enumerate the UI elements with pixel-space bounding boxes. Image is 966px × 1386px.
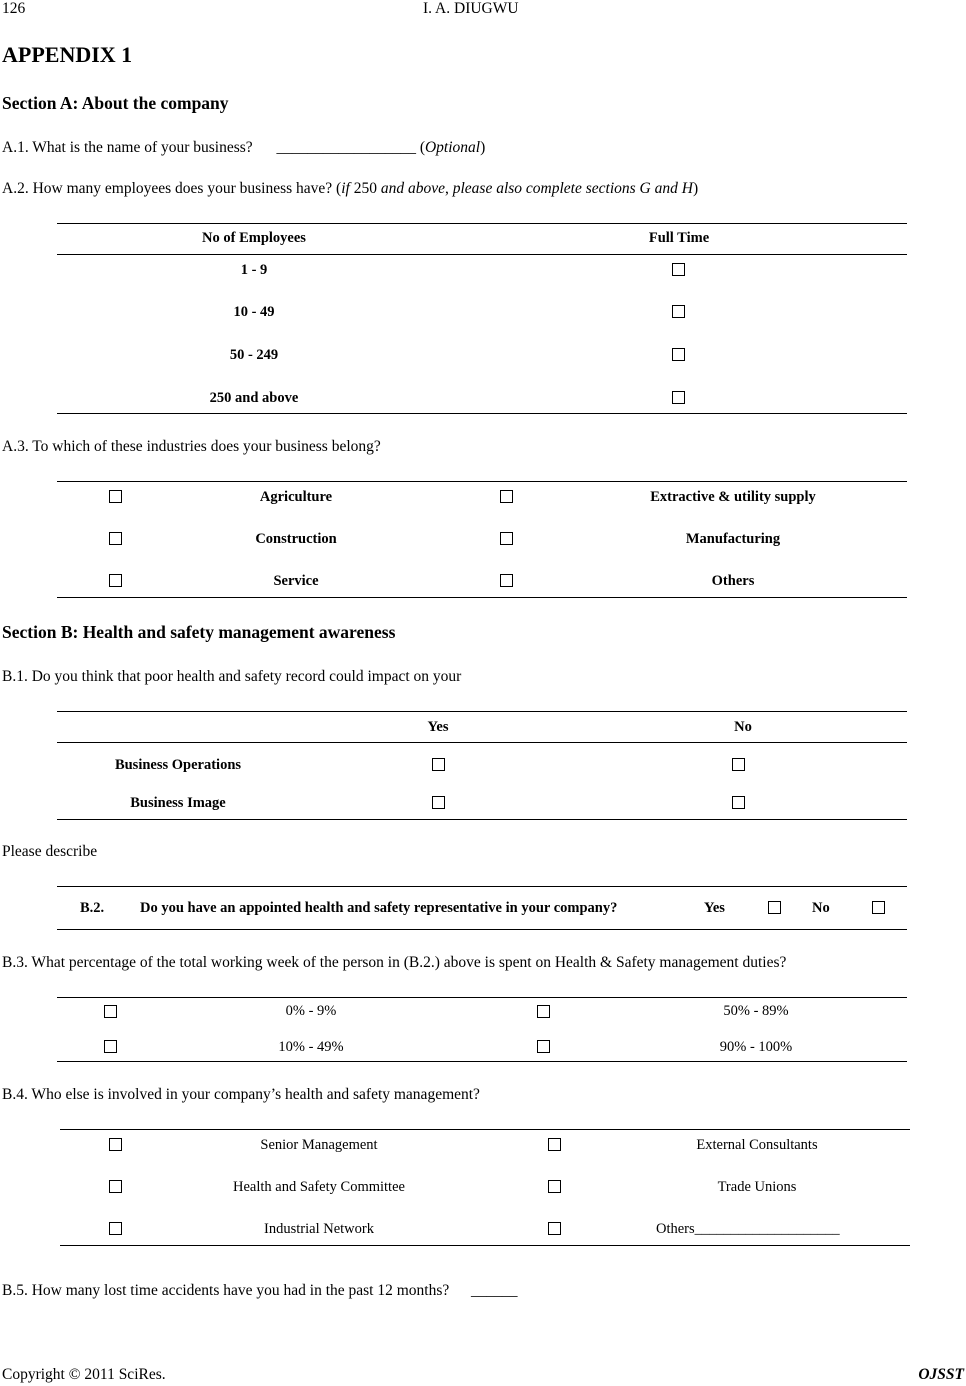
table-rule	[57, 254, 907, 255]
extractive-checkbox[interactable]	[500, 490, 513, 503]
question-a2-text: A.2. How many employees does your business have? (	[2, 180, 342, 197]
involved-label: Trade Unions	[717, 1179, 797, 1195]
employees-row-label: 50 - 249	[229, 347, 279, 363]
construction-checkbox[interactable]	[109, 532, 122, 545]
question-a2-and-above: and above	[380, 180, 445, 197]
service-checkbox[interactable]	[109, 574, 122, 587]
table-rule	[57, 1061, 907, 1062]
table-rule	[57, 597, 907, 598]
employees-1-9-checkbox[interactable]	[672, 263, 685, 276]
table-rule	[57, 929, 907, 930]
b2-question: Do you have an appointed health and safety representative in your company?	[140, 900, 618, 916]
external-consultants-checkbox[interactable]	[548, 1138, 561, 1151]
table-rule	[57, 742, 907, 743]
question-b3: B.3. What percentage of the total working week of the person in (B.2.) above is spent on Health & Safety management duties?	[2, 954, 787, 971]
question-a2-comma: ,	[444, 180, 453, 197]
pct-0-9-checkbox[interactable]	[104, 1005, 117, 1018]
section-b-heading: Section B: Health and safety management awareness	[2, 622, 396, 642]
employees-header: No of Employees	[202, 230, 306, 246]
table-rule	[57, 886, 907, 887]
question-a2-close: )	[692, 180, 699, 197]
full-time-header: Full Time	[648, 230, 710, 246]
operations-yes-checkbox[interactable]	[432, 758, 445, 771]
impact-row-label: Business Operations	[114, 757, 242, 773]
involved-label: External Consultants	[696, 1137, 818, 1153]
business-name-blank[interactable]: __________________	[276, 139, 416, 156]
industry-label: Service	[273, 573, 319, 589]
industrial-network-checkbox[interactable]	[109, 1222, 122, 1235]
employees-row-label: 10 - 49	[233, 304, 275, 320]
question-a2-num: 250	[349, 180, 381, 197]
percentage-label: 50% - 89%	[723, 1003, 789, 1019]
question-a1: A.1. What is the name of your business? __________________ (Optional)	[2, 139, 486, 156]
question-b5	[2, 1282, 518, 1300]
table-rule	[57, 711, 907, 712]
industry-label: Others	[711, 573, 755, 589]
lost-time-blank[interactable]: ______	[471, 1282, 518, 1299]
percentage-label: 10% - 49%	[278, 1039, 344, 1055]
impact-row-label: Business Image	[130, 795, 226, 811]
b2-no-label: No	[812, 900, 830, 916]
involved-label: Senior Management	[260, 1137, 378, 1153]
pct-50-89-checkbox[interactable]	[537, 1005, 550, 1018]
involved-label: Industrial Network	[264, 1221, 374, 1237]
b2-yes-label: Yes	[704, 900, 725, 916]
employees-row-label: 250 and above	[209, 390, 299, 406]
section-a-heading: Section A: About the company	[2, 93, 229, 113]
employees-row-label: 1 - 9	[240, 262, 268, 278]
trade-unions-checkbox[interactable]	[548, 1180, 561, 1193]
yes-header: Yes	[427, 719, 449, 735]
table-rule	[57, 819, 907, 820]
appendix-title: APPENDIX 1	[2, 42, 133, 67]
percentage-label: 0% - 9%	[285, 1003, 337, 1019]
page-number: 126	[2, 0, 26, 17]
table-rule	[60, 1129, 910, 1130]
table-rule	[57, 223, 907, 224]
employees-10-49-checkbox[interactable]	[672, 305, 685, 318]
table-rule	[57, 997, 907, 998]
question-a2-note: please also complete sections G and H	[452, 180, 693, 197]
percentage-label: 90% - 100%	[719, 1039, 793, 1055]
pct-10-49-checkbox[interactable]	[104, 1040, 117, 1053]
table-rule	[60, 1245, 910, 1246]
no-header: No	[734, 719, 752, 735]
image-yes-checkbox[interactable]	[432, 796, 445, 809]
industry-label: Extractive & utility supply	[650, 489, 816, 505]
employees-50-249-checkbox[interactable]	[672, 348, 685, 361]
operations-no-checkbox[interactable]	[732, 758, 745, 771]
senior-management-checkbox[interactable]	[109, 1138, 122, 1151]
b2-no-checkbox[interactable]	[872, 901, 885, 914]
table-rule	[57, 413, 907, 414]
others-involved-checkbox[interactable]	[548, 1222, 561, 1235]
question-b5-text: B.5. How many lost time accidents have you had in the past 12 months?	[2, 1282, 450, 1299]
agriculture-checkbox[interactable]	[109, 490, 122, 503]
running-head-author: I. A. DIUGWU	[423, 0, 519, 17]
involved-label: Health and Safety Committee	[233, 1179, 405, 1195]
question-b1: B.1. Do you think that poor health and safety record could impact on your	[2, 668, 462, 685]
image-no-checkbox[interactable]	[732, 796, 745, 809]
footer-copyright: Copyright © 2011 SciRes.	[2, 1366, 166, 1383]
others-industry-checkbox[interactable]	[500, 574, 513, 587]
question-a1-text: A.1. What is the name of your business?	[2, 139, 253, 156]
industry-label: Agriculture	[259, 489, 333, 505]
manufacturing-checkbox[interactable]	[500, 532, 513, 545]
hs-committee-checkbox[interactable]	[109, 1180, 122, 1193]
industry-label: Construction	[255, 531, 337, 547]
others-involved-field[interactable]: Others____________________	[656, 1221, 840, 1237]
question-b4: B.4. Who else is involved in your company’s health and safety management?	[2, 1086, 480, 1103]
optional-label: Optional	[424, 139, 481, 156]
b2-yes-checkbox[interactable]	[768, 901, 781, 914]
question-a2-if: if	[341, 180, 350, 197]
footer-journal: OJSST	[918, 1366, 964, 1383]
pct-90-100-checkbox[interactable]	[537, 1040, 550, 1053]
question-a2	[2, 180, 698, 198]
please-describe: Please describe	[2, 843, 98, 860]
question-a3: A.3. To which of these industries does your business belong?	[2, 438, 381, 455]
table-rule	[57, 481, 907, 482]
employees-250-above-checkbox[interactable]	[672, 391, 685, 404]
industry-label: Manufacturing	[685, 531, 781, 547]
b2-number: B.2.	[80, 900, 105, 916]
